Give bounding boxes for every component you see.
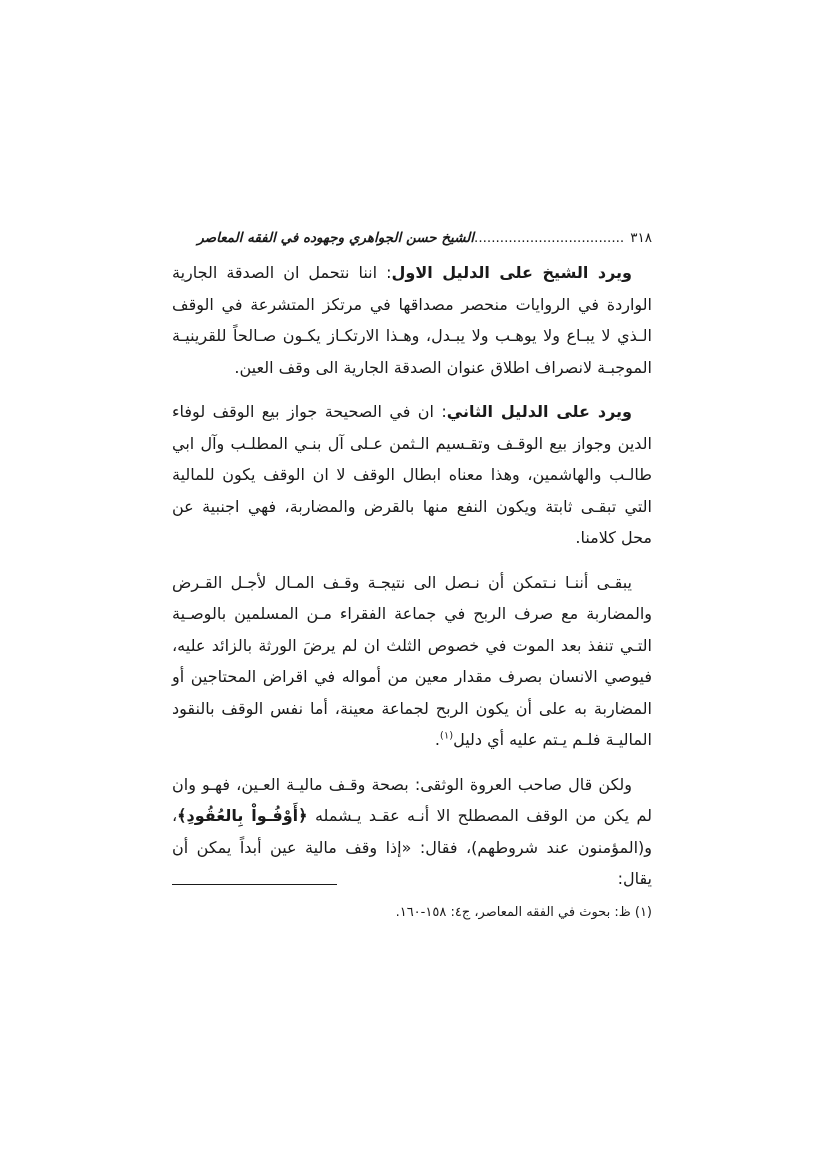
paragraph-text: ولكن قال صاحب العروة الوثقى: بصحة وقـف ماليـة العـين، فهـو وان لم يكن من الوقف المصطلح الا أنـه عقـد يـشمله: [172, 774, 652, 825]
paragraph-tail: ، و(المؤمنون عند شروطهم)، فقال: «إذا وقف مالية عين أبداً يمكن أن يقال:: [172, 806, 652, 888]
footnote-reference[interactable]: (١): [439, 730, 454, 742]
paragraph-lead: ويرد على الدليل الثاني: [446, 402, 632, 421]
header-title: الشيخ حسن الجواهري وجهوده في الفقه المعاصر: [197, 230, 475, 246]
paragraph-4: [172, 769, 652, 895]
paragraph-3: [172, 567, 652, 756]
paragraph-text: : اننا نتحمل ان الصدقة الجارية الواردة في الروايات منحصر مصداقها في مرتكز المتشرعة في الوقف الـذي لا يبـاع ولا يوهـب ولا يبـدل، وهـذا الارتكـاز يكـون صـالحاً للقرينيـة الموجبـة لانصراف اطلاق عنوان الصدقة الجارية الى وقف العين.: [172, 263, 652, 377]
quran-quote: ﴿أَوْفُـواْ بِالعُقُودِ﴾: [177, 806, 308, 825]
header-leader-dots: ...................................: [474, 230, 625, 246]
footnote-divider: [172, 884, 337, 885]
paragraph-tail: .: [434, 730, 440, 749]
paragraph-1: [172, 257, 652, 383]
body-text: [172, 257, 652, 895]
running-header: [172, 227, 652, 249]
page-number: ٣١٨: [630, 230, 652, 246]
paragraph-text: يبقـى أننـا نـتمكن أن نـصل الى نتيجـة وقـف المـال لأجـل القـرض والمضاربة مع صرف الربح في جماعة الفقراء مـن المسلمين بالوصـية التـي تنفذ بعد الموت في خصوص الثلث ان لم يرضَ الورثة بالزائد عليه، فيوصي الانسان بصرف مقدار معين من أمواله في اقراض المحتاجين أو المضاربة به على أن يكون الربح لجماعة معينة، أما نفس الوقف بالنقود الماليـة فلـم يـتم عليه أي دليل: [172, 572, 652, 749]
paragraph-text: : ان في الصحيحة جواز بيع الوقف لوفاء الدين وجواز بيع الوقـف وتقـسيم الـثمن عـلى آل بنـي المطلـب وآل ابي طالـب والهاشمين، وهذا معناه ابطال الوقف لا ان الوقف يكون للمالية التي تبقـى ثابتة ويكون النفع منها بالقرض والمضاربة، فهي اجنبية عن محل كلامنا.: [172, 402, 652, 547]
footnote: (١) ظ: بحوث في الفقه المعاصر، ج٤: ١٥٨-١٦٠.: [395, 905, 652, 920]
page-content: [172, 227, 652, 920]
paragraph-2: [172, 396, 652, 554]
paragraph-lead: ويرد الشيخ على الدليل الاول: [391, 263, 632, 282]
